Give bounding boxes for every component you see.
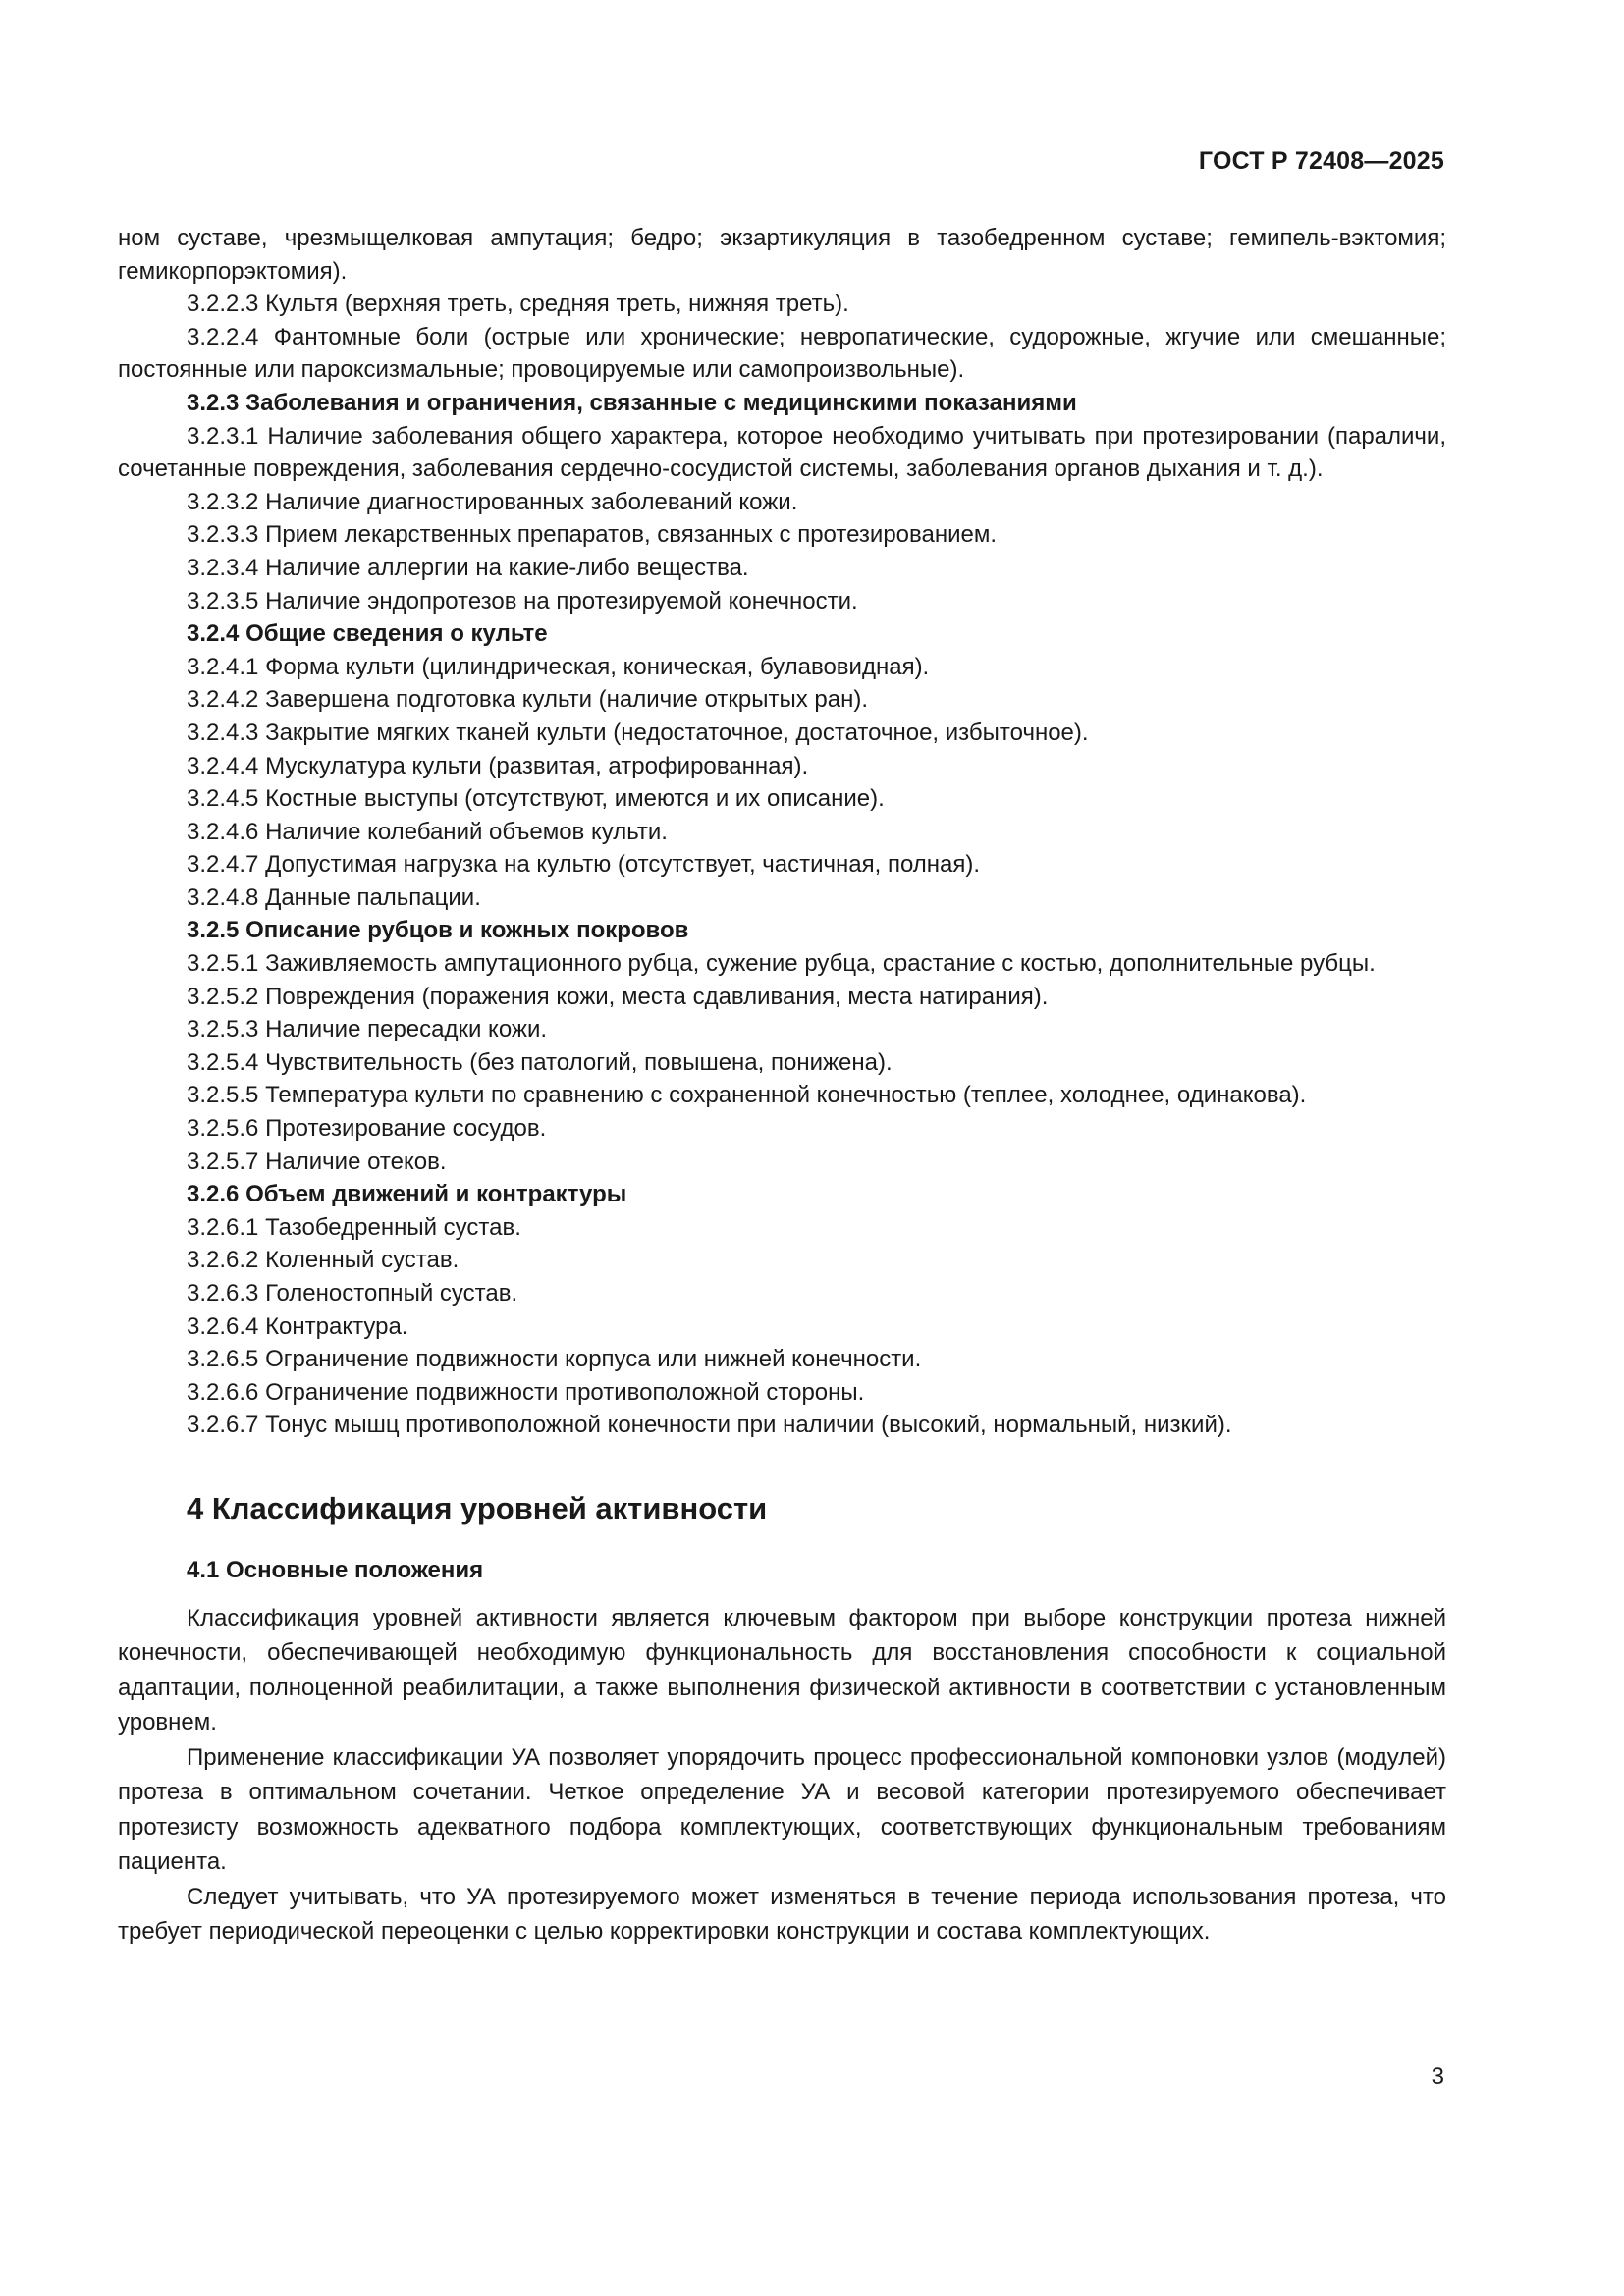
list-item: 3.2.4.6 Наличие колебаний объемов культи. [187,818,668,845]
document-header-id: ГОСТ Р 72408—2025 [1198,147,1444,175]
list-item: 3.2.2.3 Культя (верхняя треть, средняя треть, нижняя треть). [187,291,849,318]
list-item: 3.2.5.5 Температура культи по сравнению с сохраненной конечностью (теплее, холоднее, одинакова). [187,1082,1307,1109]
section-heading-3-2-4: 3.2.4 Общие сведения о культе [187,620,548,648]
list-item: 3.2.3.3 Прием лекарственных препаратов, связанных с протезированием. [187,521,998,549]
list-item: 3.2.2.4 Фантомные боли (острые или хронические; невропатические, судорожные, жгучие или смешанные; постоянные или пароксизмальные; провоцируемые или самопроизвольные). [118,323,1446,384]
subsection-heading-4-1: 4.1 Основные положения [187,1556,484,1583]
intro-paragraph: ном суставе, чрезмыщелковая ампутация; бедро; экзартикуляция в тазобедренном суставе; гемипель-вэктомия; гемикорпорэктомия). [118,225,1446,285]
document-body [118,222,1446,1949]
list-item: 3.2.4.8 Данные пальпации. [187,883,481,911]
body-paragraph: Следует учитывать, что УА протезируемого может изменяться в течение периода использования протеза, что требует периодической переоценки с целью корректировки конструкции и состава комплектующих. [118,1883,1446,1946]
list-item: 3.2.4.4 Мускулатура культи (развитая, атрофированная). [187,752,809,779]
list-item: 3.2.5.1 Заживляемость ампутационного рубца, сужение рубца, срастание с костью, дополнительные рубцы. [187,950,1376,978]
list-item: 3.2.4.1 Форма культи (цилиндрическая, коническая, булавовидная). [187,653,930,680]
body-paragraph: Применение классификации УА позволяет упорядочить процесс профессиональной компоновки узлов (модулей) протеза в оптимальном сочетании. Четкое определение УА и весовой категории протезируемого обеспечивает протезисту возможность адекватного подбора комплектующих, соответствующих функциональным требованиям пациента. [118,1743,1446,1876]
list-item: 3.2.4.7 Допустимая нагрузка на культю (отсутствует, частичная, полная). [187,851,981,879]
page-number: 3 [1431,2063,1444,2090]
list-item: 3.2.5.3 Наличие пересадки кожи. [187,1016,548,1043]
list-item: 3.2.6.5 Ограничение подвижности корпуса или нижней конечности. [187,1346,922,1373]
section-heading-3-2-5: 3.2.5 Описание рубцов и кожных покровов [187,917,689,944]
list-item: 3.2.6.3 Голеностопный сустав. [187,1280,518,1307]
list-item: 3.2.6.2 Коленный сустав. [187,1247,460,1274]
list-item: 3.2.4.3 Закрытие мягких тканей культи (недостаточное, достаточное, избыточное). [187,719,1089,746]
list-item: 3.2.5.2 Повреждения (поражения кожи, места сдавливания, места натирания). [187,983,1049,1010]
list-item: 3.2.4.2 Завершена подготовка культи (наличие открытых ран). [187,686,868,714]
list-item: 3.2.6.6 Ограничение подвижности противоположной стороны. [187,1378,865,1406]
list-item: 3.2.6.7 Тонус мышц противоположной конечности при наличии (высокий, нормальный, низкий). [187,1412,1232,1439]
list-item: 3.2.3.1 Наличие заболевания общего характера, которое необходимо учитывать при протезировании (параличи, сочетанные повреждения, заболевания сердечно-сосудистой системы, заболевания органов дыхания и т. д.). [118,422,1446,483]
list-item: 3.2.6.4 Контрактура. [187,1312,408,1340]
list-item: 3.2.5.6 Протезирование сосудов. [187,1115,547,1143]
body-paragraph: Классификация уровней активности является ключевым фактором при выборе конструкции протеза нижней конечности, обеспечивающей необходимую функциональность для восстановления способности к социальной адаптации, полноценной реабилитации, а также выполнения физической активности в соответствии с установленным уровнем. [118,1604,1446,1736]
list-item: 3.2.3.5 Наличие эндопротезов на протезируемой конечности. [187,587,858,614]
list-item: 3.2.3.2 Наличие диагностированных заболеваний кожи. [187,488,798,515]
list-item: 3.2.4.5 Костные выступы (отсутствуют, имеются и их описание). [187,785,885,813]
section-heading-3-2-6: 3.2.6 Объем движений и контрактуры [187,1181,627,1208]
list-item: 3.2.5.4 Чувствительность (без патологий, повышена, понижена). [187,1048,893,1076]
section-heading-3-2-3: 3.2.3 Заболевания и ограничения, связанные с медицинскими показаниями [187,389,1077,416]
section-heading-4: 4 Классификация уровней активности [187,1490,768,1525]
list-item: 3.2.3.4 Наличие аллергии на какие-либо вещества. [187,554,749,581]
list-item: 3.2.6.1 Тазобедренный сустав. [187,1213,521,1241]
list-item: 3.2.5.7 Наличие отеков. [187,1148,447,1175]
